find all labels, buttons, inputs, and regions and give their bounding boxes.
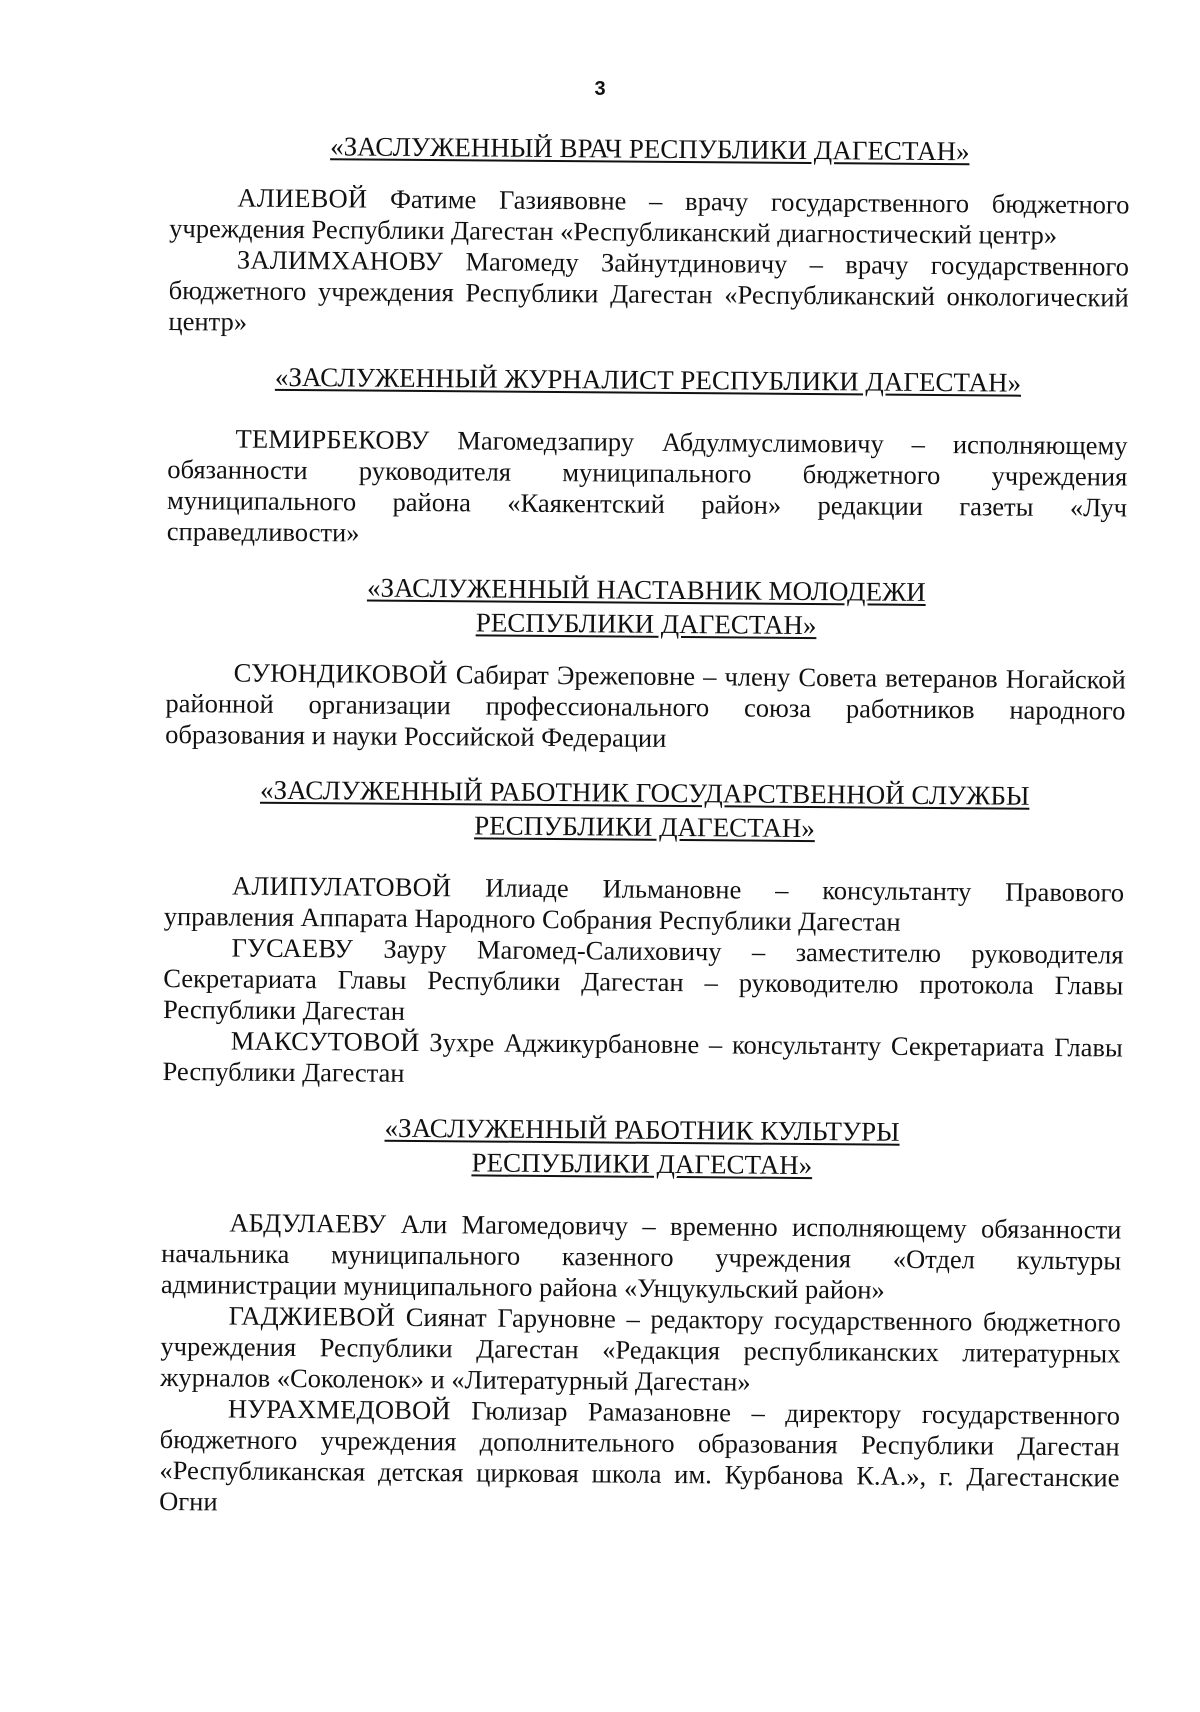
- entry-surname: ТЕМИРБЕКОВУ: [235, 423, 430, 456]
- section-honored-civil-servant: [162, 772, 1124, 1095]
- entry-text: Али Магомедовичу – временно исполняющему обязанности начальника муниципального казенного учреждения «Отдел культуры администрации муниципального района «Унцукульский район»: [160, 1208, 1122, 1305]
- heading-line: РЕСПУБЛИКИ ДАГЕСТАН»: [471, 1147, 813, 1181]
- section-heading: [170, 128, 1130, 170]
- entry-surname: АЛИПУЛАТОВОЙ: [231, 870, 452, 903]
- document-body: [159, 128, 1130, 1546]
- section-honored-doctor: [168, 128, 1130, 345]
- section-heading: [164, 772, 1125, 848]
- entry-surname: АБДУЛАЕВУ: [229, 1207, 387, 1239]
- award-entry: [168, 244, 1129, 345]
- entry-text: Сабират Эрежеповне – члену Совета ветеранов Ногайской районной организации профессионального союза работников народного образования и науки Российской Федерации: [165, 659, 1126, 753]
- heading-line: «ЗАСЛУЖЕННЫЙ ЖУРНАЛИСТ РЕСПУБЛИКИ ДАГЕСТАН»: [274, 361, 1022, 398]
- entry-text: Зауру Магомед-Салиховичу – заместителю руководителя Секретариата Главы Республики Дагестан – руководителю протокола Главы Республики Дагестан: [162, 933, 1124, 1026]
- entry-surname: СУЮНДИКОВОЙ: [233, 657, 448, 690]
- entry-surname: НУРАХМЕДОВОЙ: [227, 1393, 451, 1426]
- entry-text: Магомеду Зайнутдиновичу – врачу государственного бюджетного учреждения Республики Дагестан «Республиканский онкологический центр»: [168, 246, 1130, 337]
- award-entry: [165, 657, 1126, 758]
- award-entry: [163, 932, 1124, 1033]
- section-honored-culture-worker: [159, 1109, 1122, 1525]
- section-heading: [162, 1109, 1123, 1185]
- heading-line: «ЗАСЛУЖЕННЫЙ РАБОТНИК КУЛЬТУРЫ: [384, 1112, 900, 1147]
- award-entry: [169, 182, 1129, 252]
- entry-text: Фатиме Газиявовне – врачу государственного бюджетного учреждения Республики Дагестан «Республиканский диагностический центр»: [169, 183, 1130, 250]
- entry-text: Гюлизар Рамазановне – директору государственного бюджетного учреждения дополнительного образования Республики Дагестан «Республиканская детская цирковая школа им. Курбанова К.А.», г. Дагестанские Огни: [159, 1395, 1121, 1517]
- section-heading: [168, 359, 1128, 401]
- award-entry: [161, 1207, 1122, 1308]
- entry-surname: АЛИЕВОЙ: [237, 182, 368, 214]
- award-entry: [160, 1300, 1121, 1401]
- entry-text: Магомедзапиру Абдулмуслимовичу – исполняющему обязанности руководителя муниципального бюджетного учреждения муниципального района «Каякентский район» редакции газеты «Луч справедливости»: [166, 425, 1128, 548]
- award-entry: [159, 1393, 1120, 1525]
- section-heading: [166, 569, 1127, 645]
- award-entry: [167, 423, 1128, 555]
- heading-line: «ЗАСЛУЖЕННЫЙ ВРАЧ РЕСПУБЛИКИ ДАГЕСТАН»: [330, 131, 970, 167]
- entry-text: Зухре Аджикурбановне – консультанту Секретариата Главы Республики Дагестан: [162, 1027, 1123, 1088]
- award-entry: [162, 1025, 1122, 1095]
- section-honored-journalist: [167, 359, 1128, 555]
- section-honored-youth-mentor: [165, 569, 1126, 758]
- entry-surname: ЗАЛИМХАНОВУ: [236, 244, 444, 277]
- entry-surname: ГАДЖИЕВОЙ: [228, 1300, 396, 1332]
- entry-surname: ГУСАЕВУ: [231, 932, 354, 964]
- entry-text: Илиаде Ильмановне – консультанту Правового управления Аппарата Народного Собрания Республики Дагестан: [163, 872, 1125, 937]
- heading-line: «ЗАСЛУЖЕННЫЙ НАСТАВНИК МОЛОДЕЖИ: [366, 572, 926, 607]
- heading-line: «ЗАСЛУЖЕННЫЙ РАБОТНИК ГОСУДАРСТВЕННОЙ СЛУЖБЫ: [260, 774, 1030, 811]
- page-number: 3: [594, 78, 606, 100]
- entry-text: Сиянат Гаруновне – редактору государственного бюджетного учреждения Республики Дагестан «Редакция республиканских литературных журналов «Соколенок» и «Литературный Дагестан»: [160, 1301, 1121, 1397]
- award-entry: [164, 870, 1124, 940]
- entry-surname: МАКСУТОВОЙ: [230, 1025, 420, 1057]
- heading-line: РЕСПУБЛИКИ ДАГЕСТАН»: [475, 607, 817, 641]
- heading-line: РЕСПУБЛИКИ ДАГЕСТАН»: [474, 810, 815, 844]
